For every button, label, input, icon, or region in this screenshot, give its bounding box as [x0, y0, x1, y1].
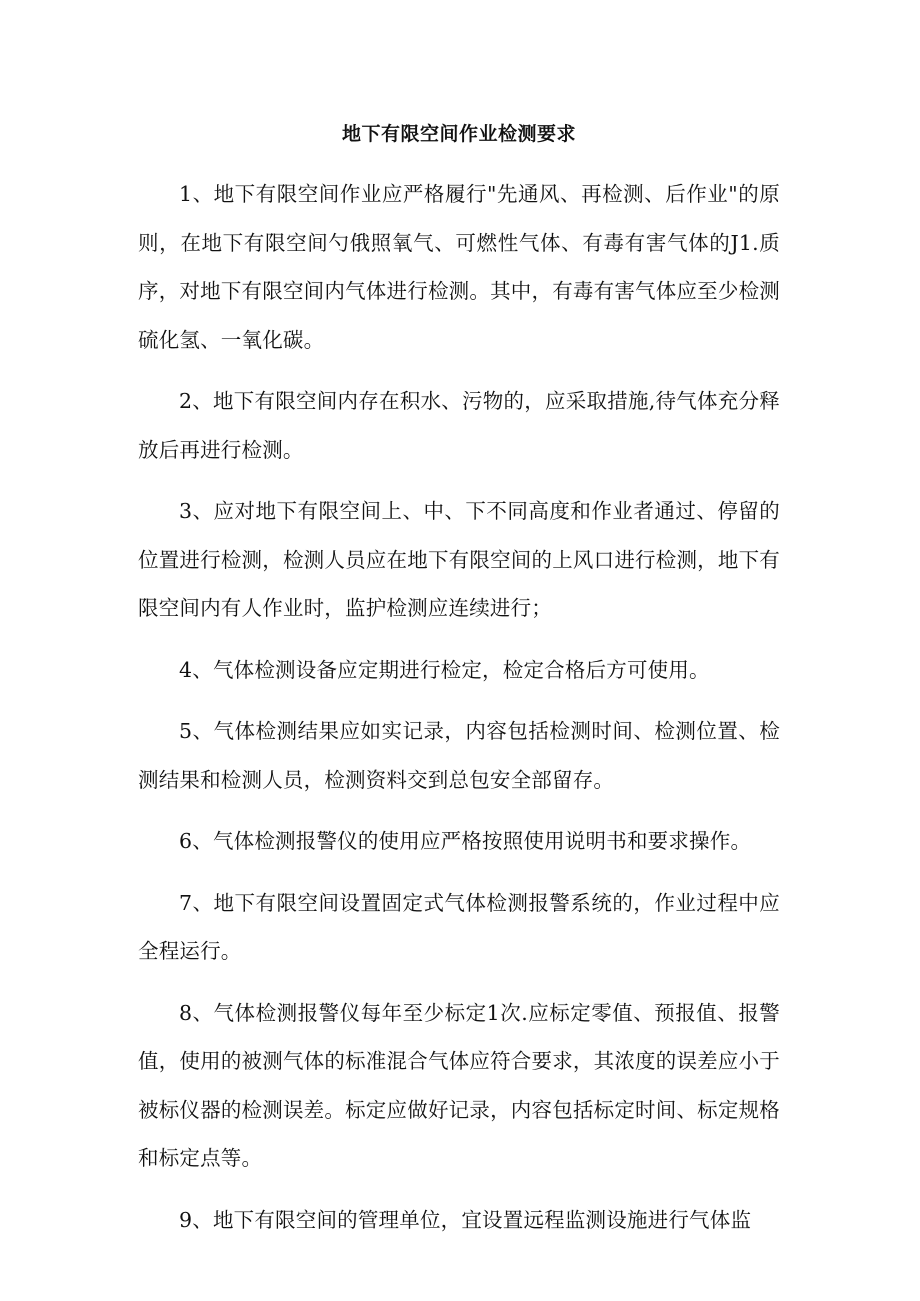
document-body	[138, 110, 780, 1257]
paragraph-3: 3、应对地下有限空间上、中、下不同高度和作业者通过、停留的位置进行检测，检测人员应在地下有限空间的上风口进行检测，地下有限空间内有人作业时，监护检测应连续进行；	[138, 499, 780, 620]
paragraph-8: 8、气体检测报警仪每年至少标定1次.应标定零值、预报值、报警值，使用的被测气体的标准混合气体应符合要求，其浓度的误差应小于被标仪器的检测误差。标定应做好记录，内容包括标定时间、标定规格和标定点等。	[138, 1000, 780, 1170]
paragraph-9: 9、地下有限空间的管理单位，宜设置远程监测设施进行气体监	[179, 1207, 752, 1232]
paragraph-5: 5、气体检测结果应如实记录，内容包括检测时间、检测位置、检测结果和检测人员，检测资料交到总包安全部留存。	[138, 719, 780, 792]
document-title: 地下有限空间作业检测要求	[341, 123, 576, 145]
paragraph-4: 4、气体检测设备应定期进行检定，检定合格后方可使用。	[179, 657, 710, 682]
paragraph-7: 7、地下有限空间设置固定式气体检测报警系统的，作业过程中应全程运行。	[138, 890, 780, 963]
paragraph-2: 2、地下有限空间内存在积水、污物的，应采取措施,待气体充分释放后再进行检测。	[138, 389, 780, 462]
paragraph-1: 1、地下有限空间作业应严格履行"先通风、再检测、后作业"的原则，在地下有限空间勺俄照氧气、可燃性气体、有毒有害气体的J1.质序，对地下有限空间内气体进行检测。其中，有毒有害气体应至少检测硫化氢、一氧化碳。	[138, 182, 780, 352]
paragraph-6: 6、气体检测报警仪的使用应严格按照使用说明书和要求操作。	[179, 829, 752, 853]
